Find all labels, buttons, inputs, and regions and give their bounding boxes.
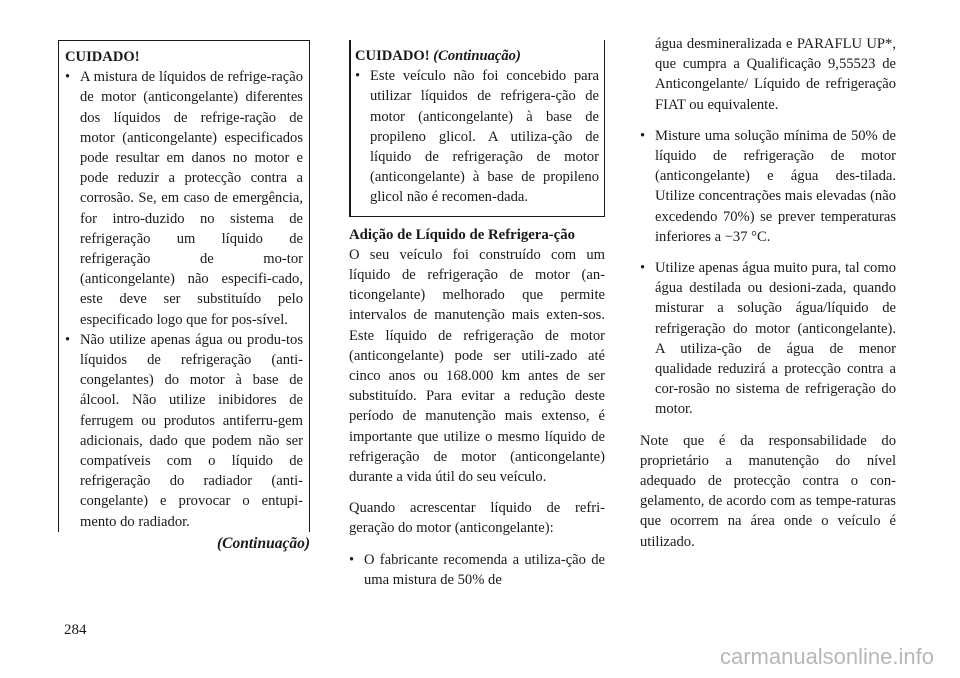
paragraph: O seu veículo foi construído com um líquido de refrigeração de motor (an-ticongelante) melhorado que permite intervalos de manutenção mais exten-sos. Este líquido de refrigeração de motor (anticongelante) pode ser utili-zado até cinco anos ou 168.000 km antes de ser substituído. Para evitar a redução deste período de manutenção mais extenso, é importante que utilize o mesmo líquido de refrigeração de motor (anticongelante) durante a vida útil do seu veículo. — [349, 246, 605, 486]
warning-bullet: • Não utilize apenas água ou produ-tos líquidos de refrigeração (anti-congelantes) do motor à base de álcool. Não utilize inibidores de ferrugem ou produtos antiferru-gem adicionais, dado que podem não ser compatíveis com o líquido de refrigeração do radiador (anti-congelante) e provocar o entupi-mento do radiador. — [65, 330, 303, 532]
warning-bullet: • Este veículo não foi concebido para utilizar líquidos de refrigera-ção de motor (anticongelante) à base de propileno glicol. A utiliza-ção de líquido de refrigeração de motor (anticongelante) à base de propileno glicol não é recomen-dada. — [355, 66, 599, 207]
warning-box — [58, 40, 310, 532]
column-1 — [58, 40, 310, 554]
warning-title — [355, 46, 599, 66]
warning-list — [65, 67, 303, 532]
watermark: carmanualsonline.info — [719, 644, 934, 669]
bullet-item: • Misture uma solução mínima de 50% de líquido de refrigeração de motor (anticongelante) e água des-tilada. Utilize concentrações mais elevadas (não excedendo 70%) se prever temperaturas inferiores a −37 °C. — [640, 126, 896, 247]
warning-box-left-border — [349, 40, 351, 216]
warning-list — [355, 66, 599, 207]
paragraph: Note que é da responsabilidade do proprietário a manutenção do nível adequado de protecção contra o con-gelamento, de acordo com as tempe-raturas que ocorrem na área onde o veículo é utilizado. — [640, 432, 896, 550]
column-3 — [640, 34, 896, 563]
warning-title: CUIDADO! — [65, 49, 140, 65]
column-2 — [349, 40, 605, 601]
bullet-list — [349, 550, 605, 590]
bullet-item: • Utilize apenas água muito pura, tal como água destilada ou desioni-zada, quando misturar a solução água/líquido de refrigeração do motor (anticongelante). A utiliza-ção de água de menor qualidade reduzirá a protecção contra a cor-rosão no sistema de refrigeração do motor. — [640, 258, 896, 420]
warning-box-right-border — [604, 40, 606, 216]
continued-label: (Continuação) — [216, 534, 310, 552]
page-number: 284 — [64, 622, 87, 638]
warning-box-continued — [349, 40, 605, 217]
warning-title-continued: (Continuação) — [433, 48, 521, 64]
bullet-list — [640, 126, 896, 420]
warning-title-text: CUIDADO! — [355, 48, 430, 64]
paragraph: Quando acrescentar líquido de refri-geração do motor (anticongelante): — [349, 500, 605, 537]
bullet-continuation: água desmineralizada e PARAFLU UP*, que cumpra a Qualificação 9,55523 de Anticongelante/ Líquido de refrigeração FIAT ou equivalente. — [655, 36, 896, 113]
section-heading: Adição de Líquido de Refrigera-ção — [349, 226, 576, 243]
warning-bullet: • A mistura de líquidos de refrige-ração de motor (anticongelante) diferentes dos líquidos de refrige-ração de motor (anticongelante) especificados pode resultar em danos no motor e pode reduzir a protecção contra a corrosão. Se, em caso de emergência, for intro-duzido no sistema de refrigeração um líquido de refrigeração de mo-tor (anticongelante) não especifi-cado, este deve ser substituído pelo especificado logo que for pos-sível. — [65, 67, 303, 330]
bullet-item: • O fabricante recomenda a utiliza-ção de uma mistura de 50% de — [349, 550, 605, 590]
